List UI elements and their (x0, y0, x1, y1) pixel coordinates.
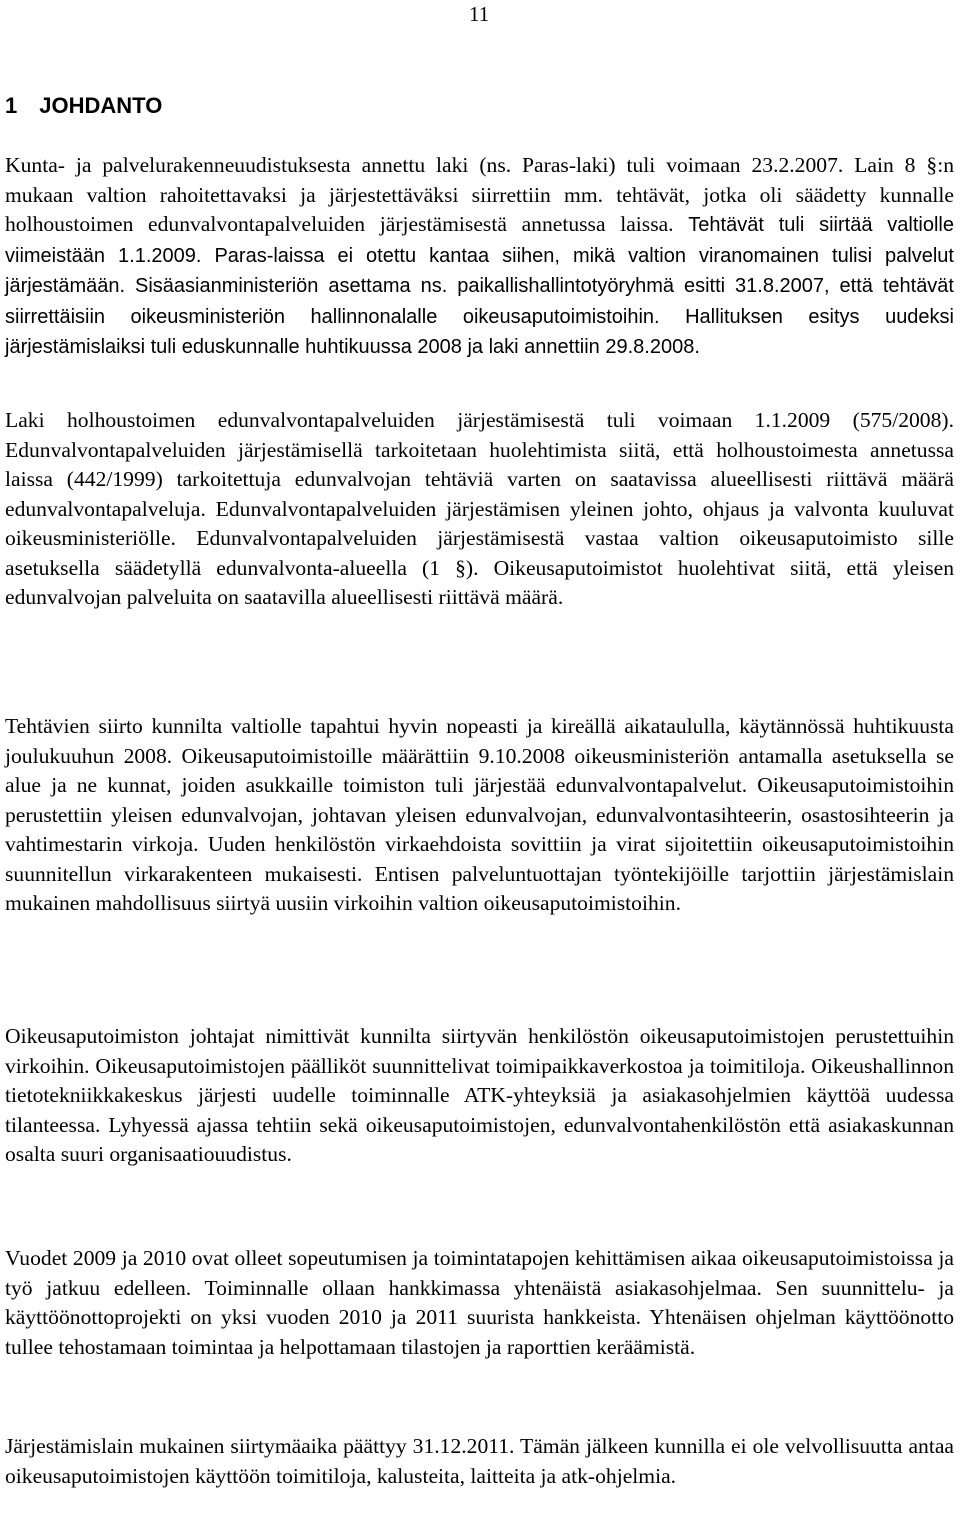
paragraph-1-sans-text: Tehtävät tuli siirtää valtiolle viimeistään 1.1.2009. Paras-laissa ei otettu kantaa siihen, mikä valtion viranomainen tulisi palvelut järjestämään. Sisäasianministeriön asettama ns. paikallishallintotyöryhmä esitti 31.8.2007, että tehtävät siirrettäisiin oikeusministeriön hallinnonalalle oikeusaputoimistoihin. Hallituksen esitys uudeksi järjestämislaiksi tuli eduskunnalle huhtikuussa 2008 ja laki annettiin 29.8.2008. (5, 214, 954, 358)
body-text-1 (5, 151, 954, 363)
paragraph-1 (5, 151, 954, 363)
section-heading (5, 92, 162, 120)
paragraph-5: Vuodet 2009 ja 2010 ovat olleet sopeutumisen ja toimintatapojen kehittämisen aikaa oikeusaputoimistoissa ja työ jatkuu edelleen. Toiminnalle ollaan hankkimassa yhtenäistä asiakasohjelmaa. Sen suunnittelu- ja käyttöönottoprojekti on yksi vuoden 2010 ja 2011 suurista hankkeista. Yhtenäisen ohjelman käyttöönotto tullee tehostamaan toimintaa ja helpottamaan tilastojen ja raporttien keräämistä. (5, 1246, 954, 1359)
paragraph-2: Laki holhoustoimen edunvalvontapalveluiden järjestämisestä tuli voimaan 1.1.2009 (575/2008). Edunvalvontapalveluiden järjestämisellä tarkoitetaan huolehtimista siitä, että holhoustoimesta annetussa laissa (442/1999) tarkoitettuja edunvalvojan tehtäviä varten on saatavissa alueellisesti riittävä määrä edunvalvontapalveluja. Edunvalvontapalveluiden järjestämisen yleinen johto, ohjaus ja valvonta kuuluvat oikeusministeriölle. Edunvalvontapalveluiden järjestämisestä vastaa valtion oikeusaputoimisto sille asetuksella säädetyllä edunvalvonta-alueella (1 §). Oikeusaputoimistot huolehtivat siitä, että yleisen edunvalvojan palveluita on saatavilla alueellisesti riittävä määrä. (5, 408, 954, 609)
paragraph-4: Oikeusaputoimiston johtajat nimittivät kunnilta siirtyvän henkilöstön oikeusaputoimistojen perustettuihin virkoihin. Oikeusaputoimistojen päälliköt suunnittelivat toimipaikkaverkostoa ja toimitiloja. Oikeushallinnon tietotekniikkakeskus järjesti uudelle toiminnalle ATK-yhteyksiä ja asiakasohjelmien käyttöä uudessa tilanteessa. Lyhyessä ajassa tehtiin sekä oikeusaputoimistojen, edunvalvontahenkilöstön että asiakaskunnan osalta suuri organisaatiouudistus. (5, 1024, 954, 1166)
body-text-2 (5, 406, 954, 613)
paragraph-6: Järjestämislain mukainen siirtymäaika päättyy 31.12.2011. Tämän jälkeen kunnilla ei ole velvollisuutta antaa oikeusaputoimistojen käyttöön toimitiloja, kalusteita, laitteita ja atk-ohjelmia. (5, 1434, 954, 1488)
page-number: 11 (469, 2, 490, 26)
paragraph-1-serif-text: Kunta- ja palvelurakenneuudistuksesta annettu laki (ns. Paras-laki) tuli voimaan 23.2.2007. Lain 8 §:n mukaan valtion rahoitettavaksi ja järjestettäväksi siirrettiin mm. tehtävät, jotka oli säädetty kunnalle holhoustoimen edunvalvontapalveluiden järjestämisestä annetussa laissa. (5, 153, 954, 236)
section-title: JOHDANTO (39, 93, 163, 118)
body-text-6 (5, 1432, 954, 1491)
paragraph-3: Tehtävien siirto kunnilta valtiolle tapahtui hyvin nopeasti ja kireällä aikataululla, käytännössä huhtikuusta joulukuuhun 2008. Oikeusaputoimistoille määrättiin 9.10.2008 oikeusministeriön antamalla asetuksella se alue ja ne kunnat, joiden asukkaille toimiston tuli järjestää edunvalvontapalvelut. Oikeusaputoimistoihin perustettiin yleisen edunvalvojan, johtavan yleisen edunvalvojan, edunvalvontasihteerin, osastosihteerin ja vahtimestarin virkoja. Uuden henkilöstön virkaehdoista sovittiin ja virat sijoitettiin oikeusaputoimistoihin suunnitellun virkarakenteen mukaisesti. Entisen palveluntuottajan työntekijöille tarjottiin järjestämislain mukainen mahdollisuus siirtyä uusiin virkoihin valtion oikeusaputoimistoihin. (5, 714, 954, 915)
body-text-5 (5, 1244, 954, 1362)
section-number: 1 (5, 93, 18, 118)
body-text-4 (5, 1022, 954, 1170)
body-text-3 (5, 712, 954, 919)
